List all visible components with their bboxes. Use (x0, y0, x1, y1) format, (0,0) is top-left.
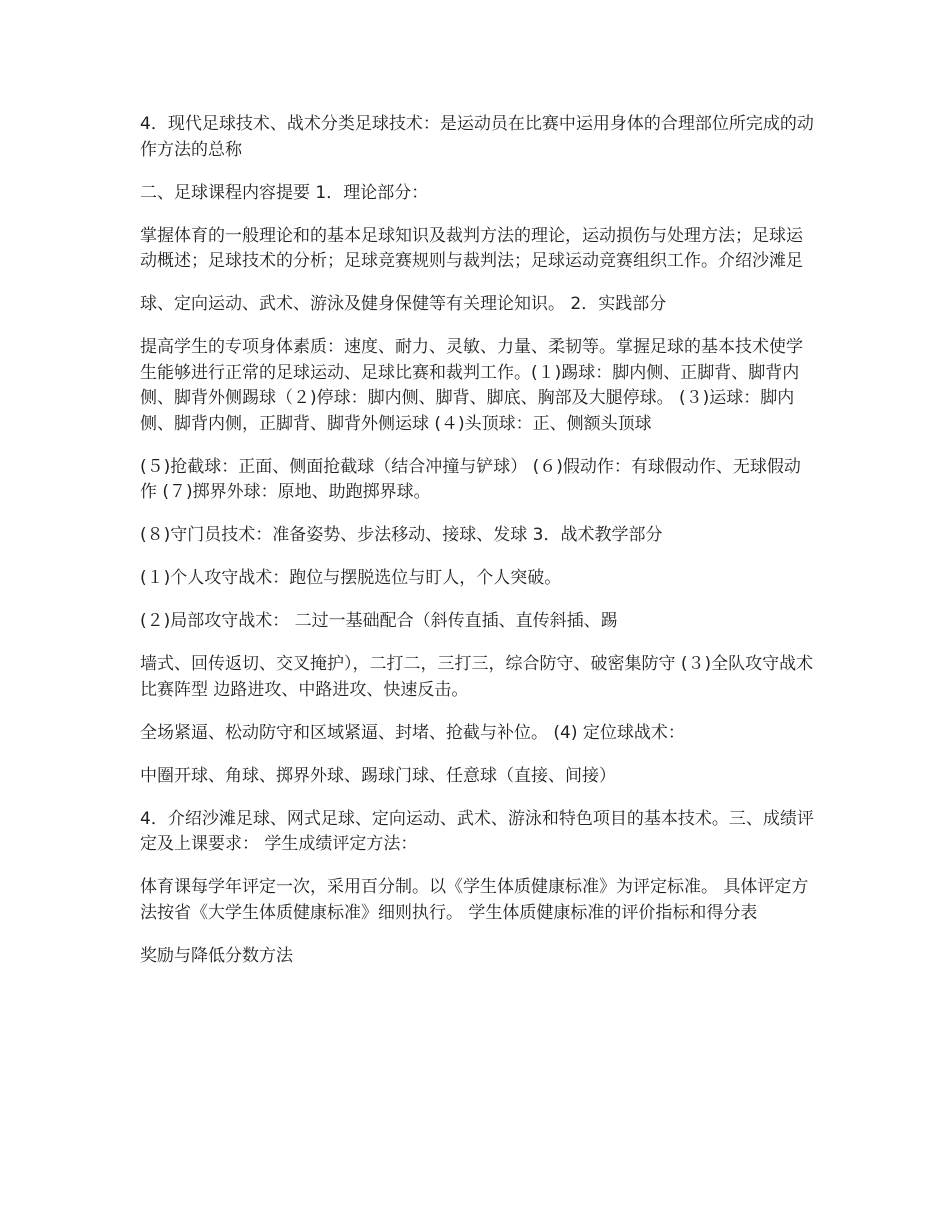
paragraph-theory-continued: 球、定向运动、武术、游泳及健身保健等有关理论知识。 2．实践部分 (140, 294, 667, 314)
paragraph-individual-tactics: (１)个人攻守战术：跑位与摆脱选位与盯人，个人突破。 (140, 568, 562, 588)
paragraph-grading-method: 体育课每学年评定一次，采用百分制。以《学生体质健康标准》为评定标准。 具体评定方法按省《大学生体质健康标准》细则执行。 学生体质健康标准的评价指标和得分表 (140, 877, 809, 923)
paragraph-theory-content: 掌握体育的一般理论和的基本足球知识及裁判方法的理论，运动损伤与处理方法；足球运动概述；足球技术的分析；足球竞赛规则与裁判法；足球运动竞赛组织工作。介绍沙滩足 (140, 225, 803, 271)
paragraph-practice-skills: 提高学生的专项身体素质：速度、耐力、灵敏、力量、柔韧等。掌握足球的基本技术使学生能够进行正常的足球运动、足球比赛和裁判工作。(１)踢球：脚内侧、正脚背、脚背内侧、脚背外侧踢球（２)停球：脚内侧、脚背、脚底、胸部及大腿停球。 (３)运球：脚内侧、脚背内侧，正脚背、脚背外侧运球 (４)头顶球：正、侧额头顶球 (140, 337, 803, 434)
paragraph-pressing-defense: 全场紧逼、松动防守和区域紧逼、封堵、抢截与补位。 (4) 定位球战术： (140, 722, 685, 743)
paragraph-course-outline-heading: 二、足球课程内容提要 1．理论部分： (140, 182, 429, 203)
document-body (140, 112, 815, 987)
paragraph-bonus-deduction: 奖励与降低分数方法 (140, 945, 293, 966)
paragraph-modern-football-technique: 4．现代足球技术、战术分类足球技术：是运动员在比赛中运用身体的合理部位所完成的动作方法的总称 (140, 114, 814, 160)
paragraph-grading-heading: 4．介绍沙滩足球、网式足球、定向运动、武术、游泳和特色项目的基本技术。三、成绩评定及上课要求： 学生成绩评定方法： (140, 808, 814, 854)
paragraph-set-pieces: 中圈开球、角球、掷界外球、踢球门球、任意球（直接、间接） (140, 765, 616, 786)
paragraph-team-tactics: 墙式、回传返切、交叉掩护），二打二，三打三，综合防守、破密集防守 (３)全队攻守战术 比赛阵型 边路进攻、中路进攻、快速反击。 (140, 654, 814, 700)
paragraph-goalkeeper-tactics-heading: (８)守门员技术：准备姿势、步法移动、接球、发球 3．战术教学部分 (140, 525, 663, 545)
paragraph-tackling-feints: (５)抢截球：正面、侧面抢截球（结合冲撞与铲球） (６)假动作：有球假动作、无球假动作 (７)掷界外球：原地、助跑掷界球。 (140, 456, 801, 502)
paragraph-local-tactics: (２)局部攻守战术： 二过一基础配合（斜传直插、直传斜插、踢 (140, 611, 618, 631)
